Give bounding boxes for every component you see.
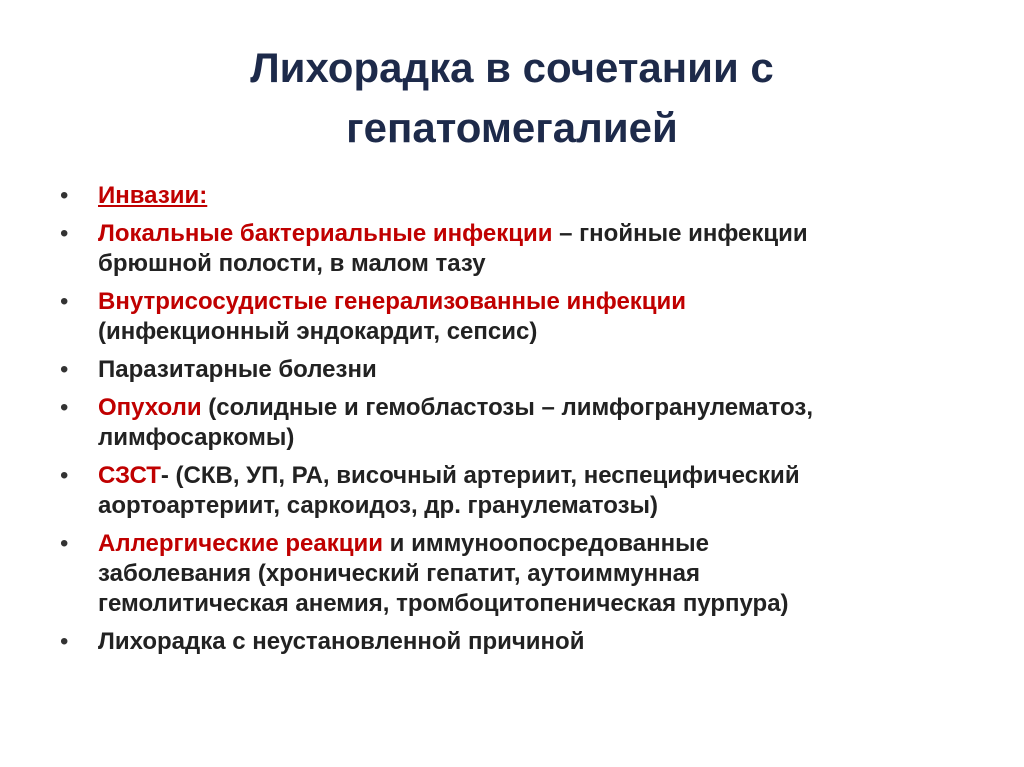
bullet-heading: Инвазии: xyxy=(98,182,208,209)
bullet-icon: • xyxy=(60,394,69,421)
bullet-item-unknown-cause xyxy=(60,627,980,657)
bullet-highlight: Внутрисосудистые генерализованные инфекции xyxy=(98,288,687,315)
bullet-highlight: Локальные бактериальные инфекции xyxy=(98,220,553,247)
bullet-item-tumors xyxy=(60,393,980,453)
bullet-icon: • xyxy=(60,288,69,315)
slide-title-line-1: Лихорадка в сочетании с xyxy=(250,44,774,91)
bullet-line: брюшной полости, в малом тазу xyxy=(98,250,486,277)
bullet-icon: • xyxy=(60,628,69,655)
bullet-line: (инфекционный эндокардит, сепсис) xyxy=(98,318,538,345)
bullet-item-parasitic xyxy=(60,355,980,385)
bullet-line: заболевания (хронический гепатит, аутоиммунная xyxy=(98,560,700,587)
bullet-icon: • xyxy=(60,182,69,209)
slide-title-line-2: гепатомегалией xyxy=(346,104,678,151)
bullet-text: - (СКВ, УП, РА, височный артериит, неспецифический xyxy=(160,462,800,489)
bullet-highlight: Аллергические реакции xyxy=(98,530,383,557)
bullet-line xyxy=(98,529,980,559)
bullet-highlight: СЗСТ xyxy=(98,462,161,489)
bullet-line xyxy=(98,393,980,423)
bullet-line xyxy=(98,219,980,249)
bullet-item-intravascular-infections xyxy=(60,287,980,347)
bullet-icon: • xyxy=(60,220,69,247)
slide-title xyxy=(80,38,944,158)
bullet-line: гемолитическая анемия, тромбоцитопеническая пурпура) xyxy=(98,590,789,617)
bullet-line: аортоартериит, саркоидоз, др. гранулематозы) xyxy=(98,492,659,519)
bullet-item-connective-tissue xyxy=(60,461,980,521)
bullet-item-local-infections xyxy=(60,219,980,279)
bullet-text: – гнойные инфекции xyxy=(552,220,808,247)
bullet-icon: • xyxy=(60,356,69,383)
bullet-icon: • xyxy=(60,462,69,489)
bullet-text: Лихорадка с неустановленной причиной xyxy=(98,628,585,655)
bullet-line: лимфосаркомы) xyxy=(98,424,295,451)
bullet-text: (солидные и гемобластозы – лимфогранулематоз, xyxy=(201,394,813,421)
bullet-icon: • xyxy=(60,530,69,557)
bullet-list xyxy=(60,181,980,665)
bullet-text: и иммуноопосредованные xyxy=(383,530,709,557)
bullet-item-invasions xyxy=(60,181,980,211)
bullet-item-allergic xyxy=(60,529,980,619)
bullet-line xyxy=(98,461,980,491)
bullet-text: Паразитарные болезни xyxy=(98,356,377,383)
bullet-highlight: Опухоли xyxy=(98,394,202,421)
